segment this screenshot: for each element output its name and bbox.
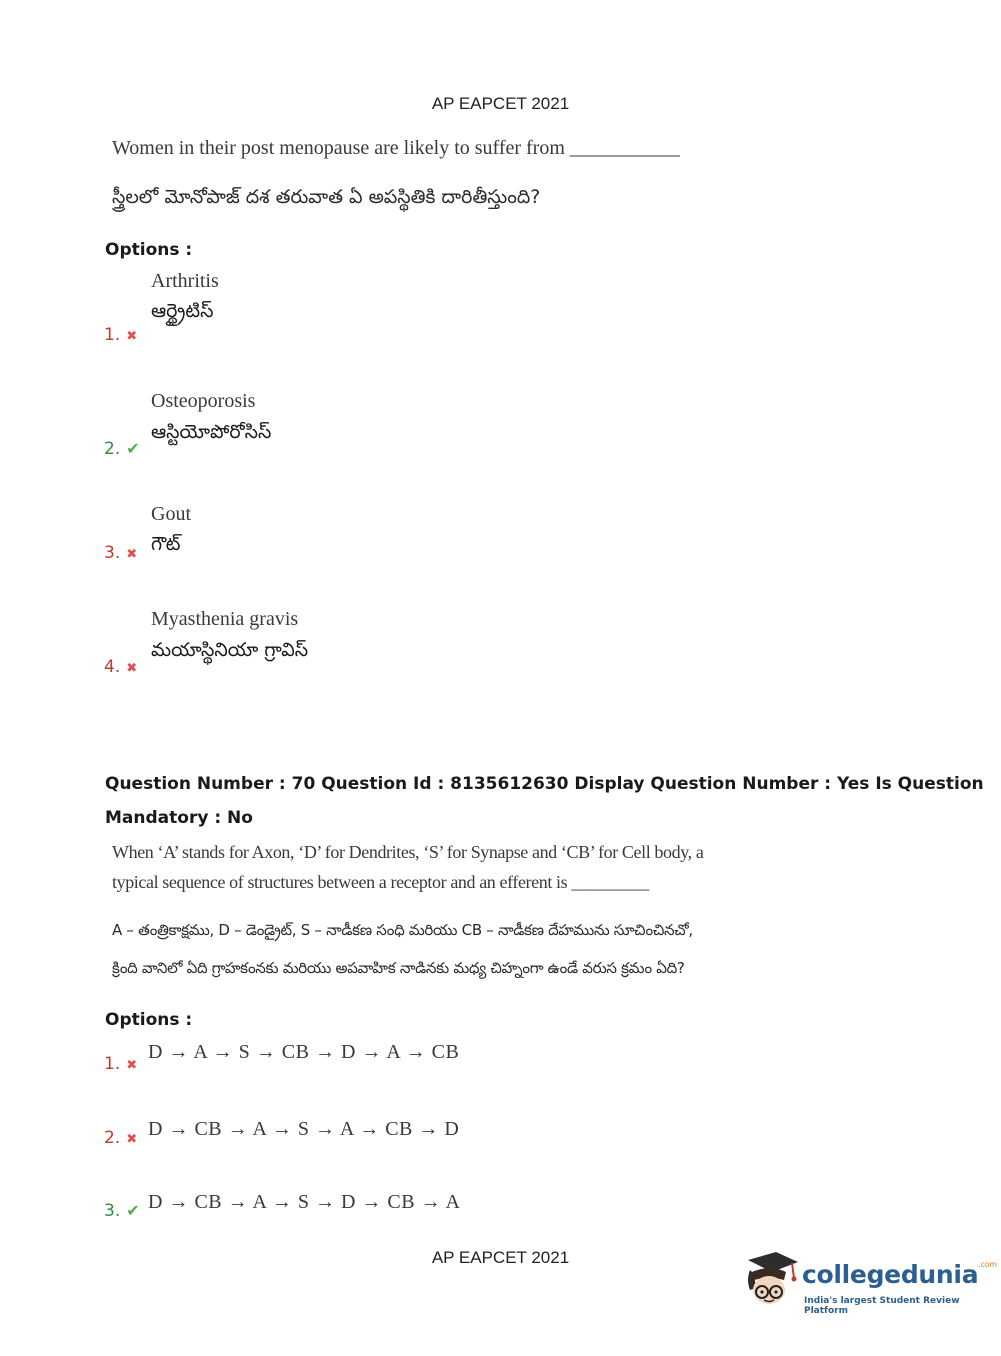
question-text-te: స్త్రీలలో మోనోపాజ్ దశ తరువాత ఏ అపస్థితికి దారితీస్తుంది? — [112, 186, 541, 208]
cross-icon: ✖ — [126, 329, 138, 344]
option-number-label: 3. — [104, 543, 121, 563]
option-3-number — [104, 543, 137, 563]
option-2-te: ఆస్టియోపోరోసిస్ — [151, 421, 272, 443]
option-2-number — [104, 1128, 137, 1148]
page-header: AP EAPCET 2021 — [431, 94, 570, 113]
question-text-te-line2: క్రింది వానిలో ఏది గ్రాహకంనకు మరియు అపవాహిక నాడినకు మధ్య చిహ్నంగా ఉండే వరుస క్రమం ఏది? — [112, 959, 685, 977]
option-number-label: 2. — [104, 439, 121, 459]
option-number-label: 2. — [104, 1128, 121, 1148]
option-2-number — [104, 439, 140, 459]
option-number-label: 3. — [104, 1201, 121, 1221]
mascot-icon — [742, 1250, 800, 1316]
cross-icon: ✖ — [126, 661, 138, 676]
question-text-en-line2: typical sequence of structures between a receptor and an efferent is _________ — [112, 872, 649, 892]
option-1-number — [104, 1054, 137, 1074]
collegedunia-logo — [742, 1250, 997, 1316]
options-heading: Options : — [105, 1010, 193, 1030]
option-2-en: Osteoporosis — [151, 390, 256, 412]
option-2-sequence: D → CB → A → S → A → CB → D — [148, 1118, 460, 1140]
option-1-number — [104, 325, 137, 345]
option-3-en: Gout — [151, 503, 191, 525]
question-text-en-line1: When ‘A’ stands for Axon, ‘D’ for Dendrites, ‘S’ for Synapse and ‘CB’ for Cell body, a — [112, 842, 704, 862]
question-text-te-line1: A – తంత్రికాక్షము, D – డెండ్రైట్, S – నాడీకణ సంధి మరియు CB – నాడీకణ దేహమును సూచించినచో, — [112, 921, 693, 939]
check-icon: ✔ — [126, 439, 140, 458]
option-number-label: 4. — [104, 657, 121, 677]
logo-suffix: .com — [978, 1260, 997, 1269]
option-3-sequence: D → CB → A → S → D → CB → A — [148, 1191, 461, 1213]
logo-name: collegedunia — [802, 1260, 979, 1289]
logo-tagline: India's largest Student Review Platform — [804, 1296, 960, 1316]
cross-icon: ✖ — [126, 1132, 138, 1147]
logo-wordmark — [802, 1260, 997, 1289]
option-1-en: Arthritis — [151, 270, 219, 292]
check-icon: ✔ — [126, 1201, 140, 1220]
cross-icon: ✖ — [126, 1058, 138, 1073]
question-text-en: Women in their post menopause are likely to suffer from ___________ — [112, 137, 680, 159]
option-3-number — [104, 1201, 140, 1221]
option-3-te: గౌట్ — [151, 533, 181, 555]
question-meta: Question Number : 70 Question Id : 8135612630 Display Question Number : Yes Is Question — [105, 774, 984, 794]
option-number-label: 1. — [104, 325, 121, 345]
question-mandatory: Mandatory : No — [105, 808, 253, 828]
page-footer: AP EAPCET 2021 — [431, 1248, 570, 1267]
option-4-number — [104, 657, 137, 677]
option-number-label: 1. — [104, 1054, 121, 1074]
option-1-te: ఆర్థ్రైటిస్ — [151, 300, 214, 322]
option-4-en: Myasthenia gravis — [151, 608, 299, 630]
option-1-sequence: D → A → S → CB → D → A → CB — [148, 1041, 460, 1063]
options-heading: Options : — [105, 240, 193, 260]
cross-icon: ✖ — [126, 547, 138, 562]
option-4-te: మయాస్థినియా గ్రావిస్ — [151, 639, 309, 661]
